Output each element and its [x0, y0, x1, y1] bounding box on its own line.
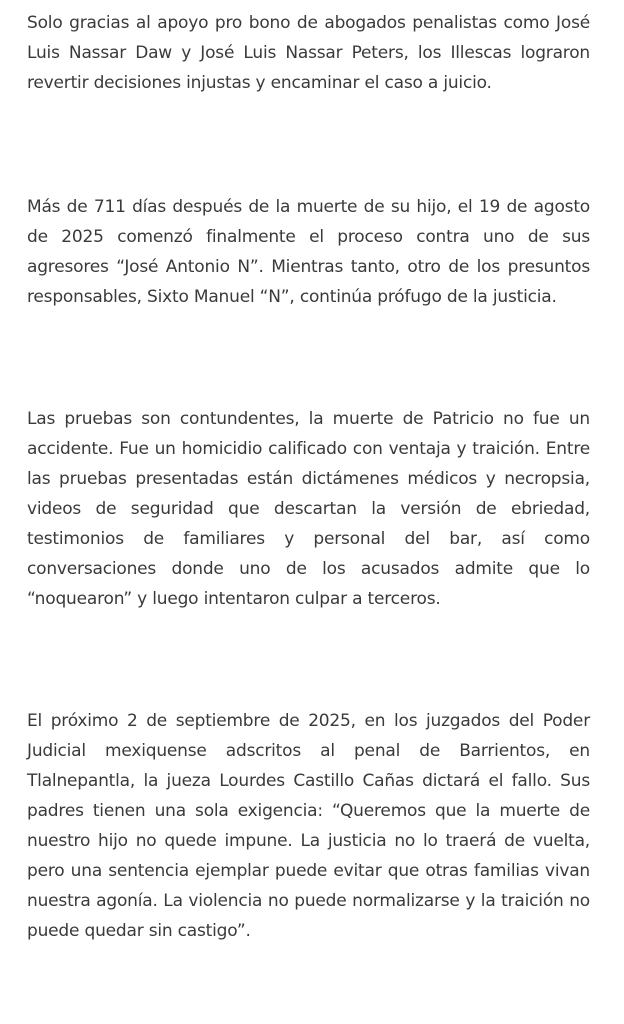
paragraph-evidence: Las pruebas son contundentes, la muerte de Patricio no fue un accidente. Fue un homicidio calificado con ventaja y traición. Entre las pruebas presentadas están dictámenes médicos y necropsia, videos de seguridad que descartan la versión de ebriedad, testimonios de familiares y personal del bar, así como conversaciones donde uno de los acusados admite que lo “noquearon” y luego intentaron culpar a terceros. [27, 409, 590, 609]
paragraph-verdict-date: El próximo 2 de septiembre de 2025, en los juzgados del Poder Judicial mexiquense adscritos al penal de Barrientos, en Tlalnepantla, la jueza Lourdes Castillo Cañas dictará el fallo. Sus padres tienen una sola exigencia: “Queremos que la muerte de nuestro hijo no quede impune. La justicia no lo traerá de vuelta, pero una sentencia ejemplar puede evitar que otras familias vivan nuestra agonía. La violencia no puede normalizarse y la traición no puede quedar sin castigo”. [27, 711, 590, 941]
paragraph-pro-bono: Solo gracias al apoyo pro bono de abogados penalistas como José Luis Nassar Daw y José Luis Nassar Peters, los Illescas lograron revertir decisiones injustas y encaminar el caso a juicio. [27, 13, 590, 93]
paragraph-trial-start: Más de 711 días después de la muerte de su hijo, el 19 de agosto de 2025 comenzó finalmente el proceso contra uno de sus agresores “José Antonio N”. Mientras tanto, otro de los presuntos responsables, Sixto Manuel “N”, continúa prófugo de la justicia. [27, 197, 590, 307]
